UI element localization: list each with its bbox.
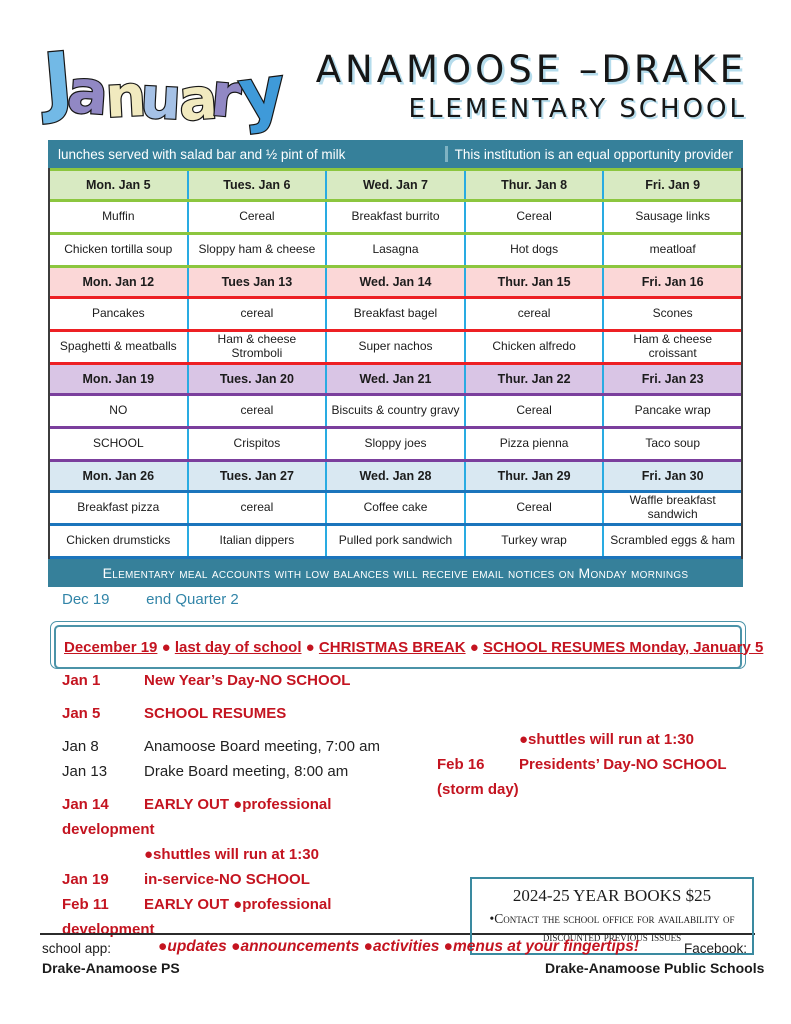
menu-cell: cereal — [187, 299, 326, 329]
menu-cell: Italian dippers — [187, 526, 326, 556]
menu-cell: Biscuits & country gravy — [325, 396, 464, 426]
day-header-row — [50, 268, 741, 299]
bullet-separator: ● — [301, 638, 319, 656]
day-header-cell: Fri. Jan 30 — [602, 462, 741, 490]
menu-cell: meatloaf — [602, 235, 741, 265]
event-date: Feb 11 — [62, 896, 109, 913]
menu-cell: Pizza pienna — [464, 429, 603, 459]
equal-opportunity-text: This institution is an equal opportunity provider — [454, 146, 733, 162]
menu-cell: Waffle breakfast sandwich — [602, 493, 741, 523]
menu-section — [48, 140, 743, 587]
event-date: Feb 16 — [437, 756, 485, 773]
menu-week — [50, 168, 741, 268]
event-text: (storm day) — [437, 781, 519, 798]
event-line — [62, 846, 462, 863]
menu-cell: Sloppy joes — [325, 429, 464, 459]
day-header-cell: Wed. Jan 21 — [325, 365, 464, 393]
christmas-break-box — [50, 621, 764, 669]
day-header-cell: Fri. Jan 16 — [602, 268, 741, 296]
day-header-cell: Fri. Jan 9 — [602, 171, 741, 199]
christmas-break-inner — [54, 625, 764, 669]
menu-cell: cereal — [464, 299, 603, 329]
event-line — [62, 796, 462, 813]
day-header-cell: Tues. Jan 20 — [187, 365, 326, 393]
menu-cell: Breakfast burrito — [325, 202, 464, 232]
app-features-text: ●updates ●announcements ●activities ●menus at your fingertips! — [158, 938, 640, 955]
event-line — [62, 763, 462, 780]
quarter-date: Dec 19 — [62, 591, 110, 608]
event-line — [62, 896, 462, 913]
event-date: Jan 19 — [62, 871, 109, 888]
menu-cell: Chicken alfredo — [464, 332, 603, 362]
menu-row — [50, 332, 741, 365]
menu-cell: Chicken tortilla soup — [64, 242, 173, 257]
school-name-line2: ELEMENTARY SCHOOL — [408, 94, 747, 124]
menu-row — [50, 526, 741, 559]
day-header-row — [50, 365, 741, 396]
menu-cell: Taco soup — [602, 429, 741, 459]
break-notice-segment: CHRISTMAS BREAK — [318, 638, 466, 656]
event-text: development — [62, 821, 155, 838]
menu-cell: Cereal — [187, 202, 326, 232]
event-text: ●shuttles will run at 1:30 — [519, 731, 694, 748]
event-text: SCHOOL RESUMES — [144, 705, 287, 722]
menu-cell: Ham & cheese croissant — [602, 332, 741, 362]
app-name: Drake-Anamoose PS — [42, 960, 180, 976]
menu-row — [50, 235, 741, 268]
event-text: in-service-NO SCHOOL — [144, 871, 310, 888]
menu-cell: Breakfast bagel — [325, 299, 464, 329]
event-text: development — [62, 921, 155, 938]
menu-week — [50, 268, 741, 365]
menu-cell: Crispitos — [187, 429, 326, 459]
month-letter: a — [65, 56, 111, 130]
month-logo — [40, 34, 290, 137]
day-header-cell: Wed. Jan 7 — [325, 171, 464, 199]
bullet-separator: ● — [157, 638, 175, 656]
events-list-right — [437, 731, 777, 806]
meal-account-notice: Elementary meal accounts with low balances will receive email notices on Monday mornings — [102, 565, 689, 581]
event-line — [62, 921, 462, 938]
event-line — [62, 821, 462, 838]
menu-cell: Pancakes — [91, 306, 145, 321]
day-header-cell: Fri. Jan 23 — [602, 365, 741, 393]
event-text: New Year’s Day-NO SCHOOL — [144, 672, 351, 689]
menu-cell: Super nachos — [325, 332, 464, 362]
event-date: Jan 5 — [62, 705, 101, 722]
day-header-cell: Tues. Jan 6 — [187, 171, 326, 199]
event-date: Jan 13 — [62, 763, 108, 780]
day-header-cell: Thur. Jan 29 — [464, 462, 603, 490]
menu-cell: Sausage links — [602, 202, 741, 232]
event-line — [437, 731, 777, 748]
event-text: EARLY OUT ●professional — [144, 796, 332, 813]
event-date: Jan 14 — [62, 796, 109, 813]
facebook-page-name: Drake-Anamoose Public Schools — [545, 960, 765, 976]
menu-table — [48, 168, 743, 559]
equal-opportunity-note — [445, 146, 733, 162]
menu-week — [50, 365, 741, 462]
menu-cell: NO — [109, 403, 128, 418]
month-letter: y — [234, 49, 290, 137]
menu-cell: Ham & cheese Stromboli — [187, 332, 326, 362]
break-notice-segment: December 19 — [64, 638, 158, 656]
yearbook-title: 2024-25 YEAR BOOKS $25 — [512, 886, 712, 905]
day-header-cell: Tues Jan 13 — [187, 268, 326, 296]
event-line — [62, 871, 462, 888]
day-header-cell: Mon. Jan 19 — [82, 371, 155, 386]
menu-cell: Cereal — [464, 396, 603, 426]
menu-cell: cereal — [187, 493, 326, 523]
event-text: EARLY OUT ●professional — [144, 896, 332, 913]
menu-cell: Pulled pork sandwich — [325, 526, 464, 556]
day-header-cell: Tues. Jan 27 — [187, 462, 326, 490]
menu-cell: Breakfast pizza — [77, 500, 160, 515]
menu-cell: Spaghetti & meatballs — [59, 339, 177, 354]
menu-cell: Cereal — [464, 493, 603, 523]
day-header-cell: Wed. Jan 14 — [325, 268, 464, 296]
menu-cell: Muffin — [102, 209, 135, 224]
month-letter: n — [103, 62, 148, 132]
banner-divider — [445, 146, 448, 162]
event-text: ●shuttles will run at 1:30 — [144, 846, 319, 863]
day-header-row — [50, 462, 741, 493]
event-text: Anamoose Board meeting, 7:00 am — [144, 738, 380, 755]
events-list-left — [62, 672, 462, 946]
event-date: Jan 1 — [62, 672, 101, 689]
menu-row — [50, 396, 741, 429]
day-header-cell: Mon. Jan 5 — [86, 177, 151, 192]
event-line — [62, 672, 462, 689]
event-line — [62, 705, 462, 722]
day-header-cell: Thur. Jan 15 — [464, 268, 603, 296]
event-line — [437, 781, 777, 798]
break-notice-segment: last day of school — [174, 638, 302, 656]
menu-cell: Scrambled eggs & ham — [602, 526, 741, 556]
menu-cell: Sloppy ham & cheese — [187, 235, 326, 265]
day-header-row — [50, 171, 741, 202]
day-header-cell: Wed. Jan 28 — [325, 462, 464, 490]
menu-row — [50, 493, 741, 526]
menu-row — [50, 429, 741, 462]
bottom-banner — [48, 559, 743, 587]
event-date: Jan 8 — [62, 738, 99, 755]
month-letter: r — [208, 59, 245, 133]
day-header-cell: Mon. Jan 26 — [82, 468, 155, 483]
menu-week — [50, 462, 741, 559]
break-notice-segment: SCHOOL RESUMES Monday, January 5 — [483, 638, 764, 656]
school-title — [316, 48, 747, 124]
event-line — [437, 756, 777, 773]
event-text: Drake Board meeting, 8:00 am — [144, 763, 349, 780]
menu-cell: Chicken drumsticks — [66, 533, 171, 548]
menu-cell: Turkey wrap — [464, 526, 603, 556]
quarter-text: end Quarter 2 — [146, 591, 239, 608]
school-name-line1: ANAMOOSE –DRAKE — [315, 48, 747, 91]
month-letter: J — [40, 34, 77, 127]
menu-cell: Pancake wrap — [602, 396, 741, 426]
menu-cell: SCHOOL — [92, 436, 144, 451]
christmas-break-text — [64, 639, 763, 656]
month-letter: a — [176, 65, 220, 135]
menu-cell: Cereal — [464, 202, 603, 232]
menu-cell: Lasagna — [325, 235, 464, 265]
event-text: Presidents’ Day-NO SCHOOL — [519, 756, 727, 773]
menu-cell: Hot dogs — [464, 235, 603, 265]
facebook-label: Facebook: — [684, 941, 748, 956]
menu-cell: Scones — [602, 299, 741, 329]
day-header-cell: Thur. Jan 22 — [464, 365, 603, 393]
yearbook-body: •Contact the school office for availability of discounted previous issues — [489, 911, 735, 944]
month-letter: u — [139, 64, 184, 134]
lunch-note: lunches served with salad bar and ½ pint of milk — [58, 146, 346, 162]
quarter-note — [62, 591, 239, 608]
menu-row — [50, 299, 741, 332]
event-line — [62, 738, 462, 755]
day-header-cell: Mon. Jan 12 — [82, 274, 155, 289]
school-app-label: school app: — [42, 941, 112, 956]
top-banner — [48, 140, 743, 168]
menu-row — [50, 202, 741, 235]
bullet-separator: ● — [465, 638, 483, 656]
menu-cell: cereal — [187, 396, 326, 426]
day-header-cell: Thur. Jan 8 — [464, 171, 603, 199]
menu-cell: Coffee cake — [325, 493, 464, 523]
